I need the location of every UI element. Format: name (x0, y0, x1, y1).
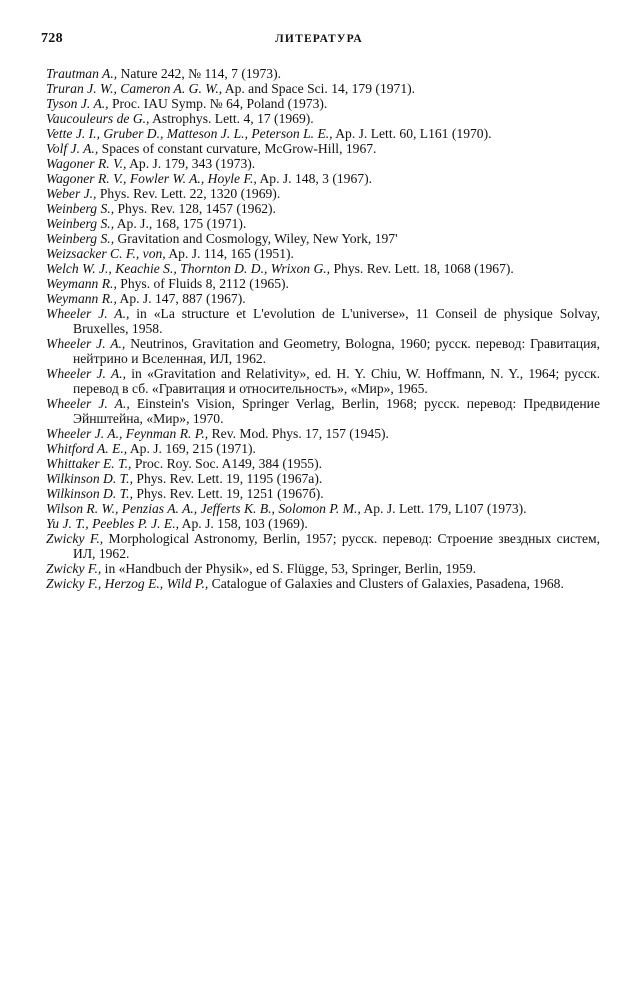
reference-details: Proc. Roy. Soc. A149, 384 (1955). (131, 456, 323, 471)
reference-entry (46, 471, 600, 486)
reference-entry (46, 156, 600, 171)
reference-authors: Trautman A., (46, 66, 118, 81)
reference-entry (46, 426, 600, 441)
reference-authors: Wheeler J. A., (46, 366, 127, 381)
reference-details: Phys. Rev. Lett. 19, 1251 (1967б). (132, 486, 324, 501)
reference-authors: Wheeler J. A., (46, 306, 130, 321)
reference-authors: Welch W. J., Keachie S., Thornton D. D., Wrixon G., (46, 261, 331, 276)
reference-authors: Weinberg S., (46, 201, 115, 216)
reference-entry (46, 81, 600, 96)
reference-entry (46, 501, 600, 516)
reference-entry (46, 276, 600, 291)
reference-authors: Truran J. W., Cameron A. G. W., (46, 81, 223, 96)
reference-authors: Wheeler J. A., Feynman R. P., (46, 426, 209, 441)
reference-authors: Zwicky F., Herzog E., Wild P., (46, 576, 209, 591)
reference-details: Ap. J. 158, 103 (1969). (179, 516, 308, 531)
reference-details: Ap. J. 148, 3 (1967). (256, 171, 372, 186)
reference-details: Phys. Rev. Lett. 22, 1320 (1969). (96, 186, 281, 201)
reference-authors: Yu J. T., Peebles P. J. E., (46, 516, 180, 531)
reference-details: Ap. J. 114, 165 (1951). (165, 246, 294, 261)
reference-entry (46, 336, 600, 366)
reference-entry (46, 96, 600, 111)
reference-entry (46, 171, 600, 186)
reference-entry (46, 66, 600, 81)
reference-details: Ap. and Space Sci. 14, 179 (1971). (222, 81, 416, 96)
reference-entry (46, 216, 600, 231)
reference-authors: Weymann R., (46, 276, 117, 291)
reference-details: Gravitation and Cosmology, Wiley, New York, 197' (114, 231, 398, 246)
reference-entry (46, 561, 600, 576)
reference-authors: Vaucouleurs de G., (46, 111, 150, 126)
reference-entry (46, 261, 600, 276)
reference-authors: Zwicky F., (46, 531, 104, 546)
reference-details: in «Gravitation and Relativity», ed. H. Y. Chiu, W. Hoffmann, N. Y., 1964; русск. перевод в сб. «Гравитация и относительность», «Мир», 1965. (73, 366, 601, 396)
reference-details: in «Handbuch der Physik», ed S. Flügge, 53, Springer, Berlin, 1959. (101, 561, 477, 576)
reference-details: Ap. J. 179, 343 (1973). (126, 156, 256, 171)
reference-entry (46, 141, 600, 156)
reference-details: Proc. IAU Symp. № 64, Poland (1973). (108, 96, 328, 111)
reference-authors: Wheeler J. A., (46, 336, 126, 351)
reference-entry (46, 201, 600, 216)
reference-authors: Wagoner R. V., (46, 156, 127, 171)
reference-entry (46, 366, 600, 396)
reference-list (46, 66, 600, 591)
reference-authors: Wilkinson D. T., (46, 471, 133, 486)
reference-authors: Weinberg S., (46, 216, 115, 231)
reference-authors: Vette J. I., Gruber D., Matteson J. L., Peterson L. E., (46, 126, 333, 141)
reference-details: Ap. J., 168, 175 (1971). (114, 216, 247, 231)
reference-entry (46, 441, 600, 456)
reference-authors: Weymann R., (46, 291, 117, 306)
reference-entry (46, 126, 600, 141)
reference-details: Phys. Rev. 128, 1457 (1962). (114, 201, 276, 216)
reference-entry (46, 291, 600, 306)
reference-details: Ap. J. 169, 215 (1971). (127, 441, 256, 456)
reference-details: Ap. J. Lett. 60, L161 (1970). (332, 126, 492, 141)
reference-entry (46, 576, 600, 591)
reference-authors: Weizsacker C. F., von, (46, 246, 166, 261)
reference-authors: Tyson J. A., (46, 96, 109, 111)
reference-entry (46, 516, 600, 531)
reference-details: Neutrinos, Gravitation and Geometry, Bologna, 1960; русск. перевод: Гравитация, нейтрино и Вселенная, ИЛ, 1962. (73, 336, 601, 366)
reference-details: Ap. J. 147, 887 (1967). (116, 291, 246, 306)
reference-entry (46, 306, 600, 336)
reference-details: Einstein's Vision, Springer Verlag, Berlin, 1968; русск. перевод: Предвидение Эйнштейна, «Мир», 1970. (73, 396, 600, 426)
reference-entry (46, 456, 600, 471)
reference-authors: Wilson R. W., Penzias A. A., Jefferts K. B., Solomon P. M., (46, 501, 361, 516)
reference-entry (46, 246, 600, 261)
reference-details: Astrophys. Lett. 4, 17 (1969). (149, 111, 314, 126)
reference-authors: Wilkinson D. T., (46, 486, 133, 501)
reference-entry (46, 231, 600, 246)
reference-entry (46, 486, 600, 501)
page-number: 728 (41, 31, 63, 46)
running-title: ЛИТЕРАТУРА (275, 33, 363, 45)
reference-authors: Weinberg S., (46, 231, 115, 246)
reference-details: Spaces of constant curvature, McGrow-Hill, 1967. (98, 141, 377, 156)
reference-details: Morphological Astronomy, Berlin, 1957; русск. перевод: Строение звездных систем, ИЛ, 1962. (73, 531, 600, 561)
reference-authors: Whittaker E. T., (46, 456, 132, 471)
reference-details: Phys. Rev. Lett. 19, 1195 (1967a). (132, 471, 323, 486)
reference-details: Phys. Rev. Lett. 18, 1068 (1967). (330, 261, 514, 276)
reference-authors: Whitford A. E., (46, 441, 128, 456)
reference-details: in «La structure et L'evolution de L'universe», 11 Conseil de physique Solvay, Bruxelles, 1958. (73, 306, 600, 336)
reference-authors: Weber J., (46, 186, 97, 201)
reference-details: Phys. of Fluids 8, 2112 (1965). (116, 276, 289, 291)
reference-details: Catalogue of Galaxies and Clusters of Galaxies, Pasadena, 1968. (208, 576, 564, 591)
reference-authors: Volf J. A., (46, 141, 99, 156)
reference-details: Nature 242, № 114, 7 (1973). (117, 66, 281, 81)
reference-entry (46, 111, 600, 126)
reference-authors: Wheeler J. A., (46, 396, 130, 411)
reference-entry (46, 186, 600, 201)
reference-authors: Zwicky F., (46, 561, 102, 576)
reference-details: Rev. Mod. Phys. 17, 157 (1945). (208, 426, 389, 441)
reference-entry (46, 531, 600, 561)
reference-authors: Wagoner R. V., Fowler W. A., Hoyle F., (46, 171, 257, 186)
reference-entry (46, 396, 600, 426)
reference-details: Ap. J. Lett. 179, L107 (1973). (360, 501, 527, 516)
